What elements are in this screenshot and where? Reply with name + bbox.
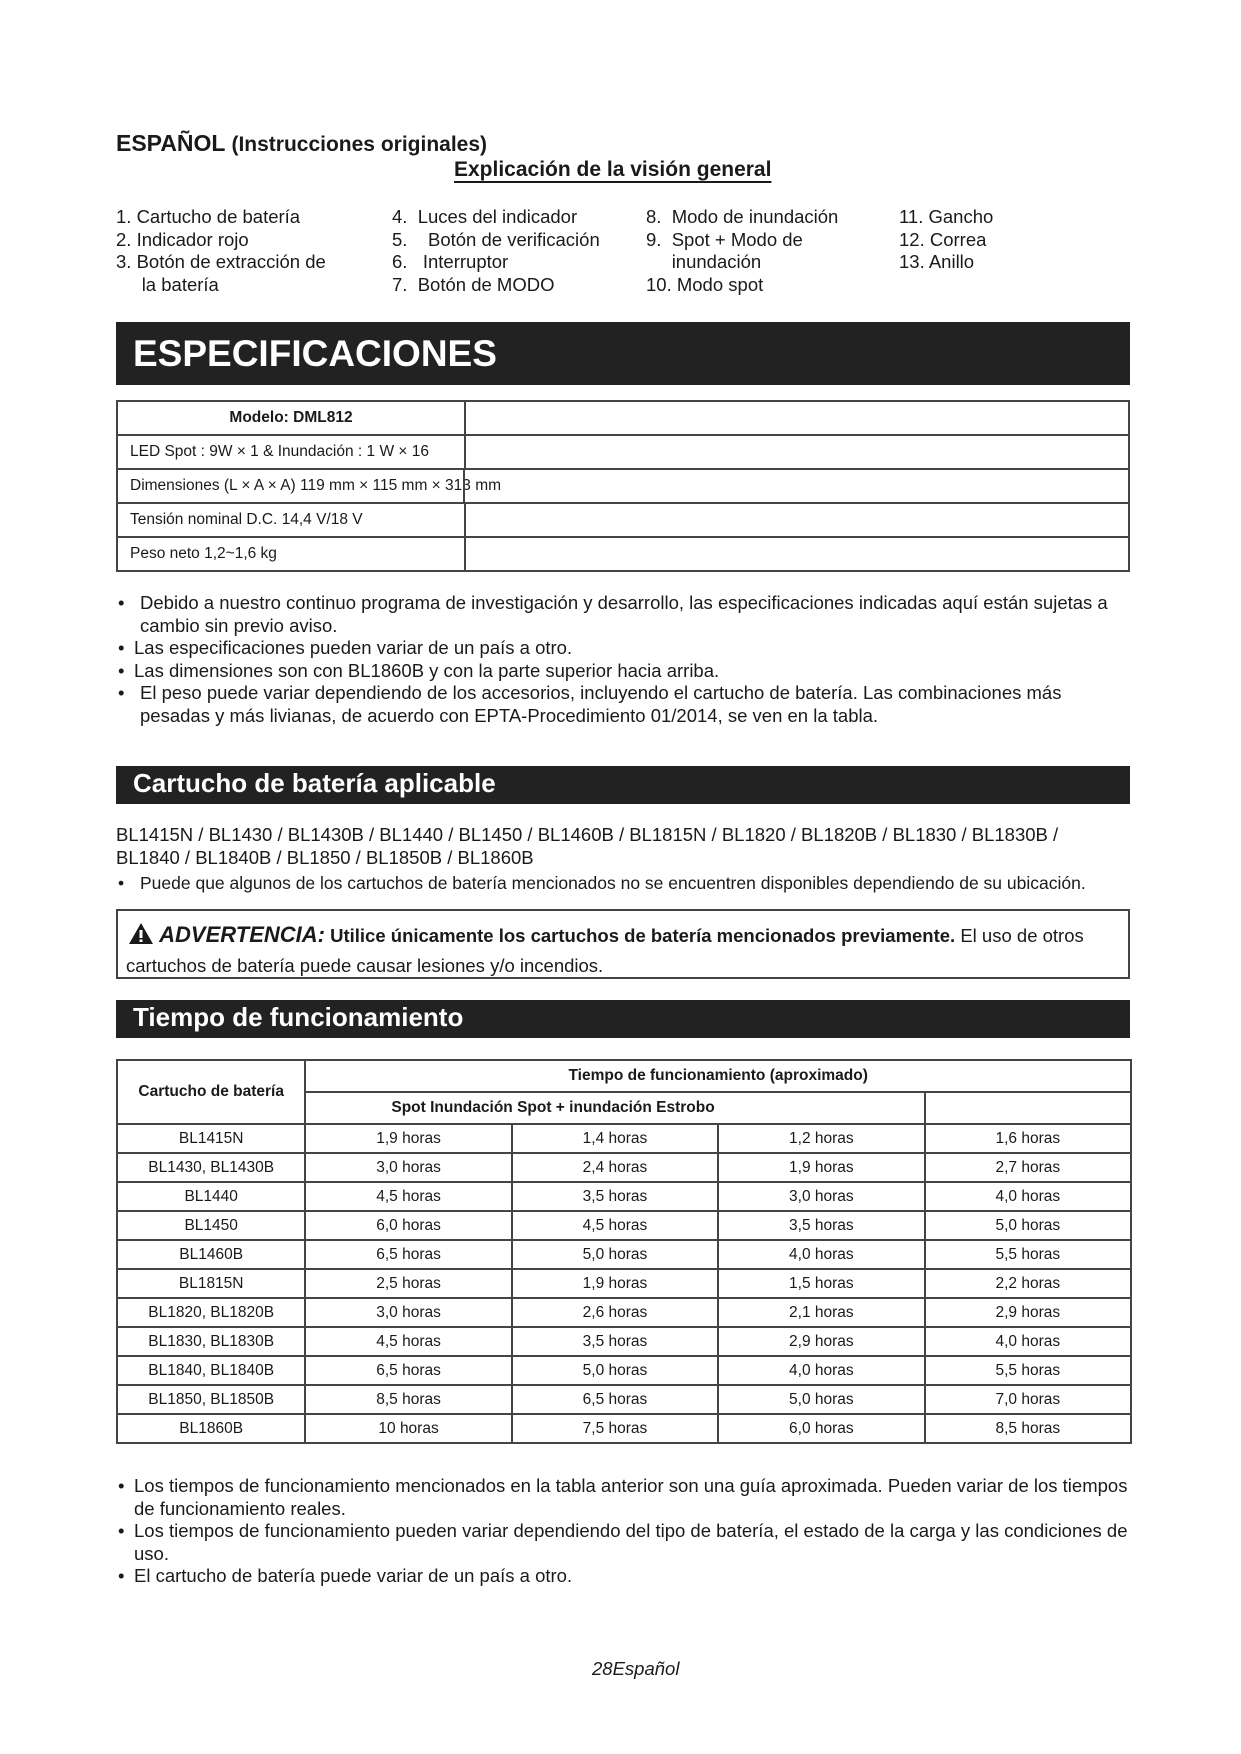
- overview-column-3: [646, 206, 838, 296]
- specs-banner: ESPECIFICACIONES: [116, 322, 1130, 385]
- list-item: • Los tiempos de funcionamiento mencionados en la tabla anterior son una guía aproximada. Pueden variar de los tiempos de funcionamiento reales.: [116, 1475, 1136, 1520]
- runtime-cell: 8,5 horas: [305, 1385, 511, 1414]
- warning-text: El uso de otros cartuchos de batería puede causar lesiones y/o incendios.: [126, 925, 1084, 976]
- runtime-cell: 4,5 horas: [512, 1211, 718, 1240]
- table-row: [117, 1269, 1131, 1298]
- col-group-header: Tiempo de funcionamiento (aproximado): [305, 1060, 1131, 1092]
- runtime-cell: 4,0 horas: [718, 1356, 924, 1385]
- runtime-cell: 2,2 horas: [925, 1269, 1131, 1298]
- overview-item: 5. Botón de verificación: [392, 228, 600, 250]
- table-row: [117, 1211, 1131, 1240]
- overview-item: 10. Modo spot: [646, 273, 764, 295]
- table-row: [117, 1153, 1131, 1182]
- overview-item: 7. Botón de MODO: [392, 273, 555, 295]
- list-item: • Puede que algunos de los cartuchos de batería mencionados no se encuentren disponibles dependiendo de su ubicación.: [116, 872, 1146, 895]
- table-cell: [925, 1092, 1131, 1124]
- battery-model-cell: BL1440: [117, 1182, 305, 1211]
- runtime-cell: 6,5 horas: [305, 1356, 511, 1385]
- table-cell: [465, 401, 1129, 435]
- list-item: • El cartucho de batería puede variar de un país a otro.: [116, 1565, 1136, 1588]
- battery-model-cell: BL1450: [117, 1211, 305, 1240]
- overview-column-1: [116, 206, 326, 296]
- battery-model-cell: BL1840, BL1840B: [117, 1356, 305, 1385]
- runtime-table-body: [117, 1124, 1131, 1443]
- battery-model-cell: BL1460B: [117, 1240, 305, 1269]
- runtime-notes: [116, 1475, 1136, 1588]
- table-row: [117, 1385, 1131, 1414]
- list-item: • Debido a nuestro continuo programa de investigación y desarrollo, las especificaciones indicadas aquí están sujetas a cambio sin previo aviso.: [116, 592, 1136, 637]
- runtime-cell: 1,4 horas: [512, 1124, 718, 1153]
- spec-voltage: Tensión nominal D.C. 14,4 V/18 V: [117, 503, 465, 537]
- battery-model-cell: BL1860B: [117, 1414, 305, 1443]
- runtime-cell: 1,2 horas: [718, 1124, 924, 1153]
- spec-weight: Peso neto 1,2~1,6 kg: [117, 537, 465, 571]
- battery-models-line: BL1840 / BL1840B / BL1850 / BL1850B / BL1860B: [116, 846, 534, 868]
- battery-note: [116, 872, 1146, 895]
- spec-led: LED Spot : 9W × 1 & Inundación : 1 W × 16: [117, 435, 465, 469]
- runtime-cell: 4,0 horas: [718, 1240, 924, 1269]
- spec-dimensions: [117, 469, 1129, 503]
- spec-dimensions-text: Dimensiones (L × A × A) 119 mm × 115 mm × 313 mm: [130, 477, 502, 494]
- table-row: [117, 1356, 1131, 1385]
- table-row: [117, 1182, 1131, 1211]
- overview-item: 9. Spot + Modo de: [646, 228, 803, 250]
- runtime-cell: 6,0 horas: [305, 1211, 511, 1240]
- table-row: [117, 401, 1129, 435]
- runtime-cell: 4,0 horas: [925, 1182, 1131, 1211]
- runtime-cell: 6,0 horas: [718, 1414, 924, 1443]
- runtime-cell: 5,5 horas: [925, 1240, 1131, 1269]
- table-row: [117, 435, 1129, 469]
- battery-model-cell: BL1820, BL1820B: [117, 1298, 305, 1327]
- battery-model-cell: BL1815N: [117, 1269, 305, 1298]
- table-cell: [465, 537, 1129, 571]
- overview-title: Explicación de la visión general: [454, 158, 772, 181]
- model-header: Modelo: DML812: [117, 401, 465, 435]
- overview-item: 4. Luces del indicador: [392, 206, 578, 227]
- sub-header: Spot Inundación Spot + inundación Estrobo: [305, 1092, 924, 1124]
- overview-column-2: [392, 206, 600, 296]
- overview-item: 6. Interruptor: [392, 251, 509, 272]
- runtime-cell: 2,9 horas: [718, 1327, 924, 1356]
- runtime-cell: 1,9 horas: [718, 1153, 924, 1182]
- runtime-cell: 3,5 horas: [512, 1182, 718, 1211]
- battery-models-line: BL1415N / BL1430 / BL1430B / BL1440 / BL1450 / BL1460B / BL1815N / BL1820 / BL1820B / BL1830 / BL1830B /: [116, 824, 1059, 845]
- runtime-cell: 2,4 horas: [512, 1153, 718, 1182]
- language-label: ESPAÑOL: [116, 130, 226, 156]
- table-row: [117, 1124, 1131, 1153]
- overview-item: 3. Botón de extracción de: [116, 251, 326, 272]
- runtime-cell: 4,5 horas: [305, 1182, 511, 1211]
- battery-model-cell: BL1415N: [117, 1124, 305, 1153]
- runtime-cell: 6,5 horas: [305, 1240, 511, 1269]
- col-battery-header: Cartucho de batería: [117, 1060, 305, 1124]
- runtime-cell: 5,0 horas: [512, 1356, 718, 1385]
- runtime-cell: 3,0 horas: [718, 1182, 924, 1211]
- table-cell: [465, 503, 1129, 537]
- language-heading: [116, 130, 487, 157]
- runtime-cell: 7,0 horas: [925, 1385, 1131, 1414]
- warning-icon: [128, 922, 154, 952]
- runtime-table: [116, 1059, 1132, 1444]
- battery-models: [116, 824, 1136, 869]
- runtime-cell: 10 horas: [305, 1414, 511, 1443]
- warning-bold-text: Utilice únicamente los cartuchos de batería mencionados previamente.: [330, 925, 956, 946]
- runtime-cell: 1,9 horas: [512, 1269, 718, 1298]
- runtime-cell: 2,5 horas: [305, 1269, 511, 1298]
- table-row: [117, 1298, 1131, 1327]
- battery-model-cell: BL1430, BL1430B: [117, 1153, 305, 1182]
- overview-item: 11. Gancho: [899, 206, 994, 227]
- runtime-cell: 5,0 horas: [512, 1240, 718, 1269]
- language-subtitle: (Instrucciones originales): [231, 133, 488, 156]
- overview-column-4: [899, 206, 993, 274]
- runtime-cell: 1,6 horas: [925, 1124, 1131, 1153]
- overview-item: 1. Cartucho de batería: [116, 206, 301, 227]
- table-cell: [465, 435, 1129, 469]
- list-item: • Las especificaciones pueden variar de un país a otro.: [116, 637, 1136, 660]
- runtime-cell: 2,1 horas: [718, 1298, 924, 1327]
- battery-banner: Cartucho de batería aplicable: [116, 766, 1130, 804]
- runtime-cell: 7,5 horas: [512, 1414, 718, 1443]
- table-row: [117, 503, 1129, 537]
- runtime-cell: 1,9 horas: [305, 1124, 511, 1153]
- runtime-cell: 2,6 horas: [512, 1298, 718, 1327]
- table-row: [117, 537, 1129, 571]
- page-number: 28Español: [592, 1658, 680, 1679]
- list-item: • Los tiempos de funcionamiento pueden variar dependiendo del tipo de batería, el estado de la carga y las condiciones de uso.: [116, 1520, 1136, 1565]
- table-row: [117, 1414, 1131, 1443]
- overview-item: 8. Modo de inundación: [646, 206, 839, 227]
- runtime-cell: 6,5 horas: [512, 1385, 718, 1414]
- runtime-cell: 2,7 horas: [925, 1153, 1131, 1182]
- overview-item: 13. Anillo: [899, 251, 975, 272]
- specs-notes: [116, 592, 1136, 727]
- runtime-cell: 5,5 horas: [925, 1356, 1131, 1385]
- runtime-cell: 3,5 horas: [512, 1327, 718, 1356]
- table-row: [117, 469, 1129, 503]
- column-divider: [463, 468, 465, 504]
- overview-item: la batería: [116, 273, 219, 295]
- runtime-cell: 3,0 horas: [305, 1298, 511, 1327]
- runtime-cell: 3,0 horas: [305, 1153, 511, 1182]
- runtime-cell: 5,0 horas: [718, 1385, 924, 1414]
- runtime-cell: 5,0 horas: [925, 1211, 1131, 1240]
- table-header-row: [117, 1060, 1131, 1092]
- list-item: • El peso puede variar dependiendo de los accesorios, incluyendo el cartucho de batería. Las combinaciones más pesadas y más livianas, de acuerdo con EPTA-Procedimiento 01/2014, se ven en la tabla.: [116, 682, 1136, 727]
- battery-model-cell: BL1850, BL1850B: [117, 1385, 305, 1414]
- runtime-cell: 1,5 horas: [718, 1269, 924, 1298]
- overview-item: inundación: [646, 251, 762, 272]
- warning-box: [116, 909, 1130, 979]
- runtime-banner: Tiempo de funcionamiento: [116, 1000, 1130, 1038]
- warning-label: ADVERTENCIA:: [159, 922, 325, 947]
- list-item: • Las dimensiones son con BL1860B y con la parte superior hacia arriba.: [116, 660, 1136, 683]
- runtime-cell: 2,9 horas: [925, 1298, 1131, 1327]
- runtime-cell: 3,5 horas: [718, 1211, 924, 1240]
- runtime-cell: 4,5 horas: [305, 1327, 511, 1356]
- runtime-cell: 4,0 horas: [925, 1327, 1131, 1356]
- runtime-cell: 8,5 horas: [925, 1414, 1131, 1443]
- table-row: [117, 1327, 1131, 1356]
- battery-model-cell: BL1830, BL1830B: [117, 1327, 305, 1356]
- overview-item: 2. Indicador rojo: [116, 228, 249, 250]
- overview-item: 12. Correa: [899, 228, 987, 250]
- specs-table: [116, 400, 1130, 572]
- table-row: [117, 1240, 1131, 1269]
